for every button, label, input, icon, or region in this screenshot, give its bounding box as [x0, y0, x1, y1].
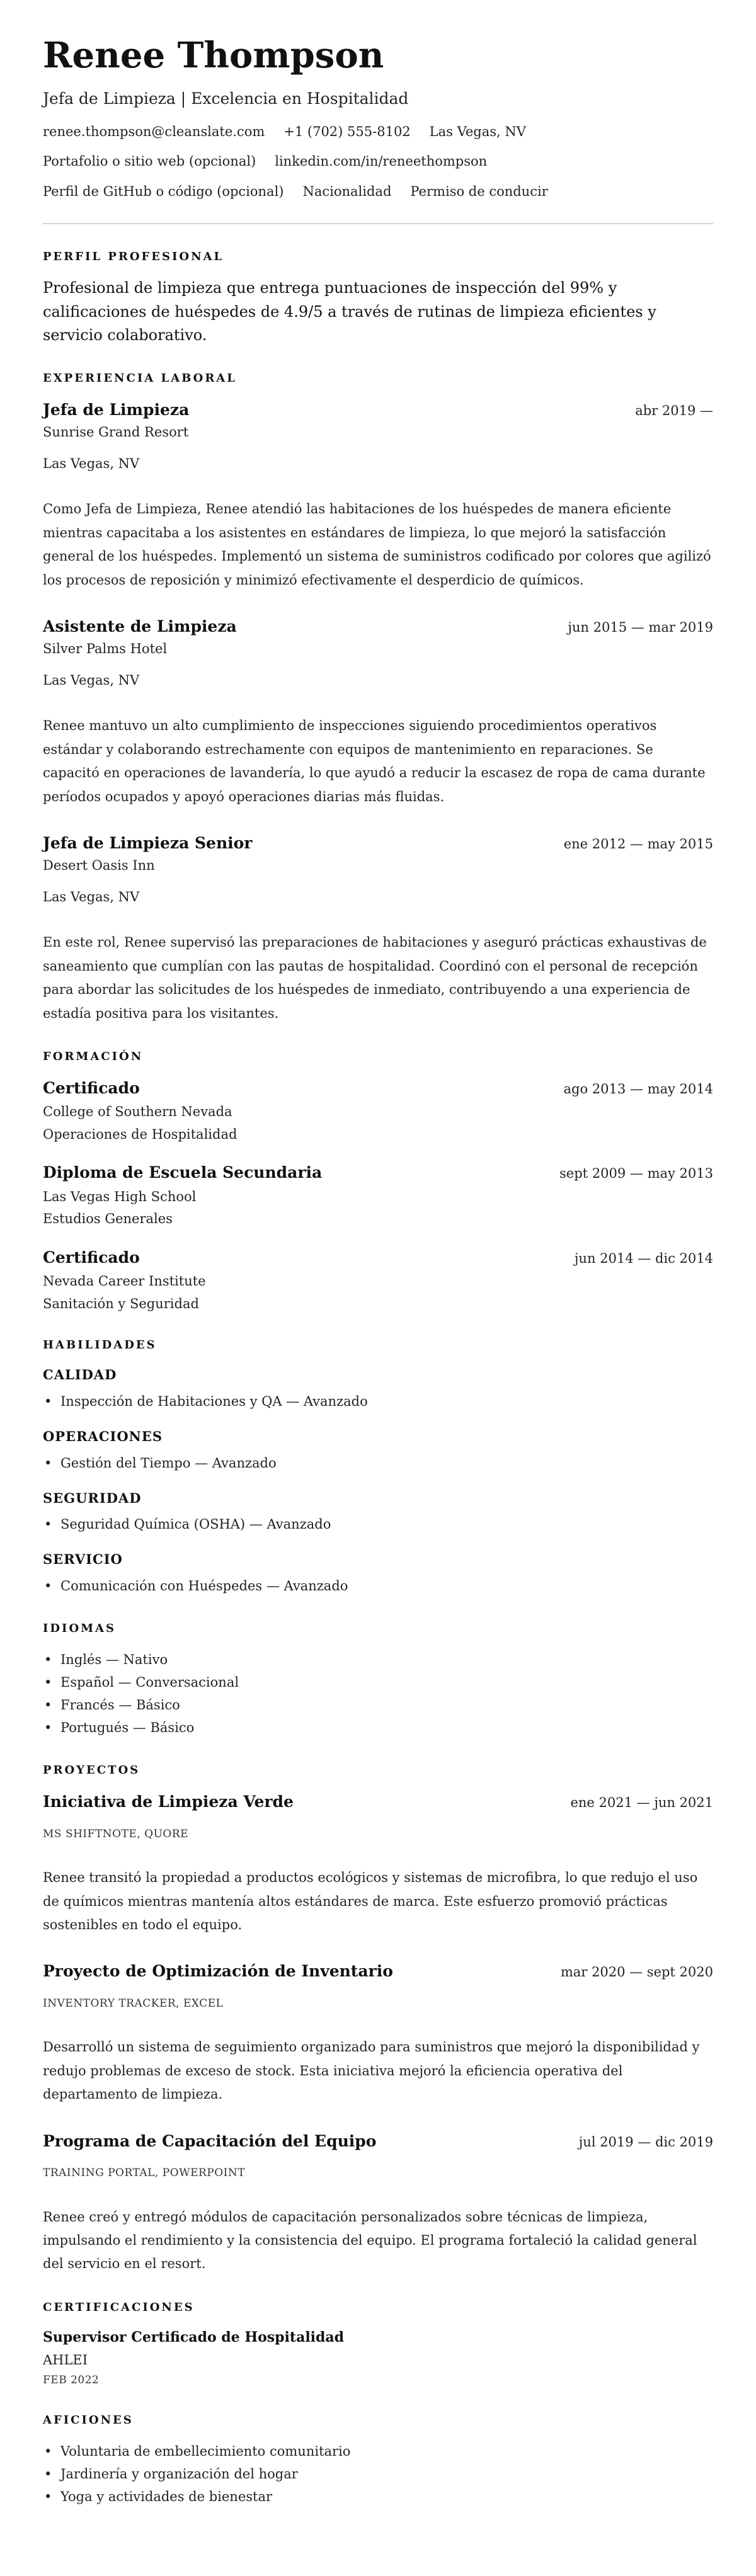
languages-section [43, 1620, 713, 1739]
company-name: Desert Oasis Inn [43, 858, 155, 874]
project-description: Renee creó y entregó módulos de capacitación personalizados sobre técnicas de limpieza, impulsando el rendimiento y la consistencia del equipo. El programa fortaleció la calidad general del servicio en el resort. [43, 2209, 697, 2272]
certification-name: Supervisor Certificado de Hospitalidad [43, 2328, 345, 2345]
project-entry [43, 2129, 713, 2276]
candidate-name: Renee Thompson [43, 35, 384, 76]
nationality-text: Nacionalidad [302, 183, 392, 199]
candidate-headline: Jefa de Limpieza | Excelencia en Hospitalidad [43, 89, 409, 108]
experience-entry [43, 398, 713, 592]
education-entry [43, 1076, 713, 1145]
hobby-item: • Jardinería y organización del hogar [60, 2463, 713, 2485]
section-title: PERFIL PROFESIONAL [43, 250, 224, 264]
section-title: FORMACIÓN [43, 1049, 144, 1063]
job-dates: abr 2019 — [635, 402, 713, 418]
project-dates: mar 2020 — sept 2020 [560, 1964, 713, 1980]
field-of-study: Estudios Generales [43, 1211, 173, 1227]
section-title: CERTIFICACIONES [43, 2300, 195, 2314]
language-item: • Español — Conversacional [60, 1671, 713, 1694]
job-location: Las Vegas, NV [43, 672, 140, 688]
skill-group [43, 1549, 713, 1597]
project-entry [43, 1959, 713, 2106]
portfolio-link[interactable]: Portafolio o sitio web (opcional) [43, 154, 256, 169]
job-location: Las Vegas, NV [43, 889, 140, 904]
project-description: Desarrolló un sistema de seguimiento organizado para suministros que mejoró la disponibilidad y redujo problemas de exceso de stock. Esta iniciativa mejoró la eficiencia operativa del departamento de limpieza. [43, 2039, 700, 2102]
resume-header [43, 35, 713, 202]
skill-category: SEGURIDAD [43, 1490, 142, 1506]
job-title: Jefa de Limpieza [43, 400, 190, 419]
project-tech: MS SHIFTNOTE, QUORE [43, 1827, 189, 1840]
project-name: Proyecto de Optimización de Inventario [43, 1962, 393, 1981]
field-of-study: Operaciones de Hospitalidad [43, 1126, 238, 1142]
education-entry [43, 1246, 713, 1314]
skill-item: • Comunicación con Huéspedes — Avanzado [60, 1575, 713, 1597]
project-tech: INVENTORY TRACKER, EXCEL [43, 1997, 224, 2010]
school-name: College of Southern Nevada [43, 1104, 232, 1120]
hobby-item: • Voluntaria de embellecimiento comunitario [60, 2440, 713, 2463]
language-item: • Francés — Básico [60, 1694, 713, 1716]
job-description: Renee mantuvo un alto cumplimiento de inspecciones siguiendo procedimientos operativos estándar y colaborando estrechamente con equipos de mantenimiento en reparaciones. Se capacitó en operaciones de lavandería, lo que ayudó a reducir la escasez de ropa de cama durante períodos ocupados y apoyó operaciones diarias más fluidas. [43, 718, 706, 804]
contact-row [43, 122, 713, 142]
school-name: Nevada Career Institute [43, 1274, 206, 1289]
project-dates: jul 2019 — dic 2019 [578, 2134, 713, 2150]
education-dates: sept 2009 — may 2013 [559, 1166, 713, 1182]
certification-date: FEB 2022 [43, 2374, 100, 2387]
certifications-section [43, 2299, 713, 2389]
education-entry [43, 1161, 713, 1229]
language-item: • Portugués — Básico [60, 1716, 713, 1739]
linkedin-link[interactable]: linkedin.com/in/reneethompson [275, 154, 488, 169]
degree-title: Certificado [43, 1078, 140, 1097]
project-entry [43, 1790, 713, 1937]
skill-group [43, 1427, 713, 1474]
field-of-study: Sanitación y Seguridad [43, 1296, 199, 1311]
job-dates: ene 2012 — may 2015 [563, 836, 713, 852]
location-text: Las Vegas, NV [429, 123, 526, 139]
contact-row [43, 152, 713, 172]
hobbies-section [43, 2412, 713, 2508]
hobby-item: • Yoga y actividades de bienestar [60, 2485, 713, 2508]
skill-group [43, 1488, 713, 1536]
skill-item: • Inspección de Habitaciones y QA — Avanzado [60, 1390, 713, 1413]
skill-category: OPERACIONES [43, 1428, 163, 1445]
job-title: Jefa de Limpieza Senior [43, 833, 253, 852]
phone-number[interactable]: +1 (702) 555-8102 [284, 123, 411, 139]
email-link[interactable]: renee.thompson@cleanslate.com [43, 123, 265, 139]
certification-issuer: AHLEI [43, 2352, 88, 2368]
job-dates: jun 2015 — mar 2019 [568, 619, 713, 635]
skill-item: • Seguridad Química (OSHA) — Avanzado [60, 1513, 713, 1536]
skill-category: CALIDAD [43, 1367, 117, 1383]
profile-summary: Profesional de limpieza que entrega puntuaciones de inspección del 99% y calificaciones de huéspedes de 4.9/5 a través de rutinas de limpieza eficientes y servicio colaborativo. [43, 279, 656, 344]
section-title: AFICIONES [43, 2413, 134, 2427]
header-divider [43, 223, 713, 224]
projects-section [43, 1762, 713, 2276]
certification-entry [43, 2327, 713, 2389]
job-description: Como Jefa de Limpieza, Renee atendió las habitaciones de los huéspedes de manera eficiente mientras capacitaba a los asistentes en estándares de limpieza, lo que mejoró la satisfacción general de los huéspedes. Implementó un sistema de suministros codificado por colores que agilizó los procesos de reposición y minimizó efectivamente el desperdicio de químicos. [43, 501, 711, 588]
github-link[interactable]: Perfil de GitHub o código (opcional) [43, 183, 284, 199]
section-title: EXPERIENCIA LABORAL [43, 371, 237, 385]
project-description: Renee transitó la propiedad a productos ecológicos y sistemas de microfibra, lo que redujo el uso de químicos mientras mantenía altos estándares de marca. Este esfuerzo promovió prácticas sostenibles en todo el equipo. [43, 1870, 698, 1933]
education-section [43, 1048, 713, 1314]
project-name: Iniciativa de Limpieza Verde [43, 1792, 294, 1811]
job-title: Asistente de Limpieza [43, 617, 237, 635]
profile-section [43, 248, 713, 347]
section-title: PROYECTOS [43, 1764, 140, 1777]
company-name: Silver Palms Hotel [43, 641, 168, 657]
language-item: • Inglés — Nativo [60, 1648, 713, 1671]
company-name: Sunrise Grand Resort [43, 425, 189, 440]
job-location: Las Vegas, NV [43, 455, 140, 471]
school-name: Las Vegas High School [43, 1188, 197, 1204]
project-tech: TRAINING PORTAL, POWERPOINT [43, 2167, 246, 2180]
project-name: Programa de Capacitación del Equipo [43, 2131, 377, 2150]
skill-item: • Gestión del Tiempo — Avanzado [60, 1452, 713, 1474]
experience-section [43, 370, 713, 1025]
experience-entry [43, 831, 713, 1025]
degree-title: Certificado [43, 1248, 140, 1267]
project-dates: ene 2021 — jun 2021 [570, 1795, 713, 1811]
job-description: En este rol, Renee supervisó las preparaciones de habitaciones y aseguró prácticas exhaustivas de saneamiento que cumplían con las pautas de hospitalidad. Coordinó con el personal de recepción para abordar las solicitudes de los huéspedes de inmediato, contribuyendo a una experiencia de estadía positiva para los visitantes. [43, 935, 707, 1021]
skills-section [43, 1336, 713, 1597]
section-title: HABILIDADES [43, 1338, 157, 1352]
experience-entry [43, 615, 713, 809]
driving-license-text: Permiso de conducir [410, 183, 548, 199]
skill-group [43, 1365, 713, 1413]
contact-row [43, 182, 713, 202]
education-dates: ago 2013 — may 2014 [563, 1081, 713, 1097]
skill-category: SERVICIO [43, 1551, 123, 1568]
degree-title: Diploma de Escuela Secundaria [43, 1163, 323, 1182]
section-title: IDIOMAS [43, 1621, 117, 1635]
education-dates: jun 2014 — dic 2014 [574, 1250, 713, 1266]
